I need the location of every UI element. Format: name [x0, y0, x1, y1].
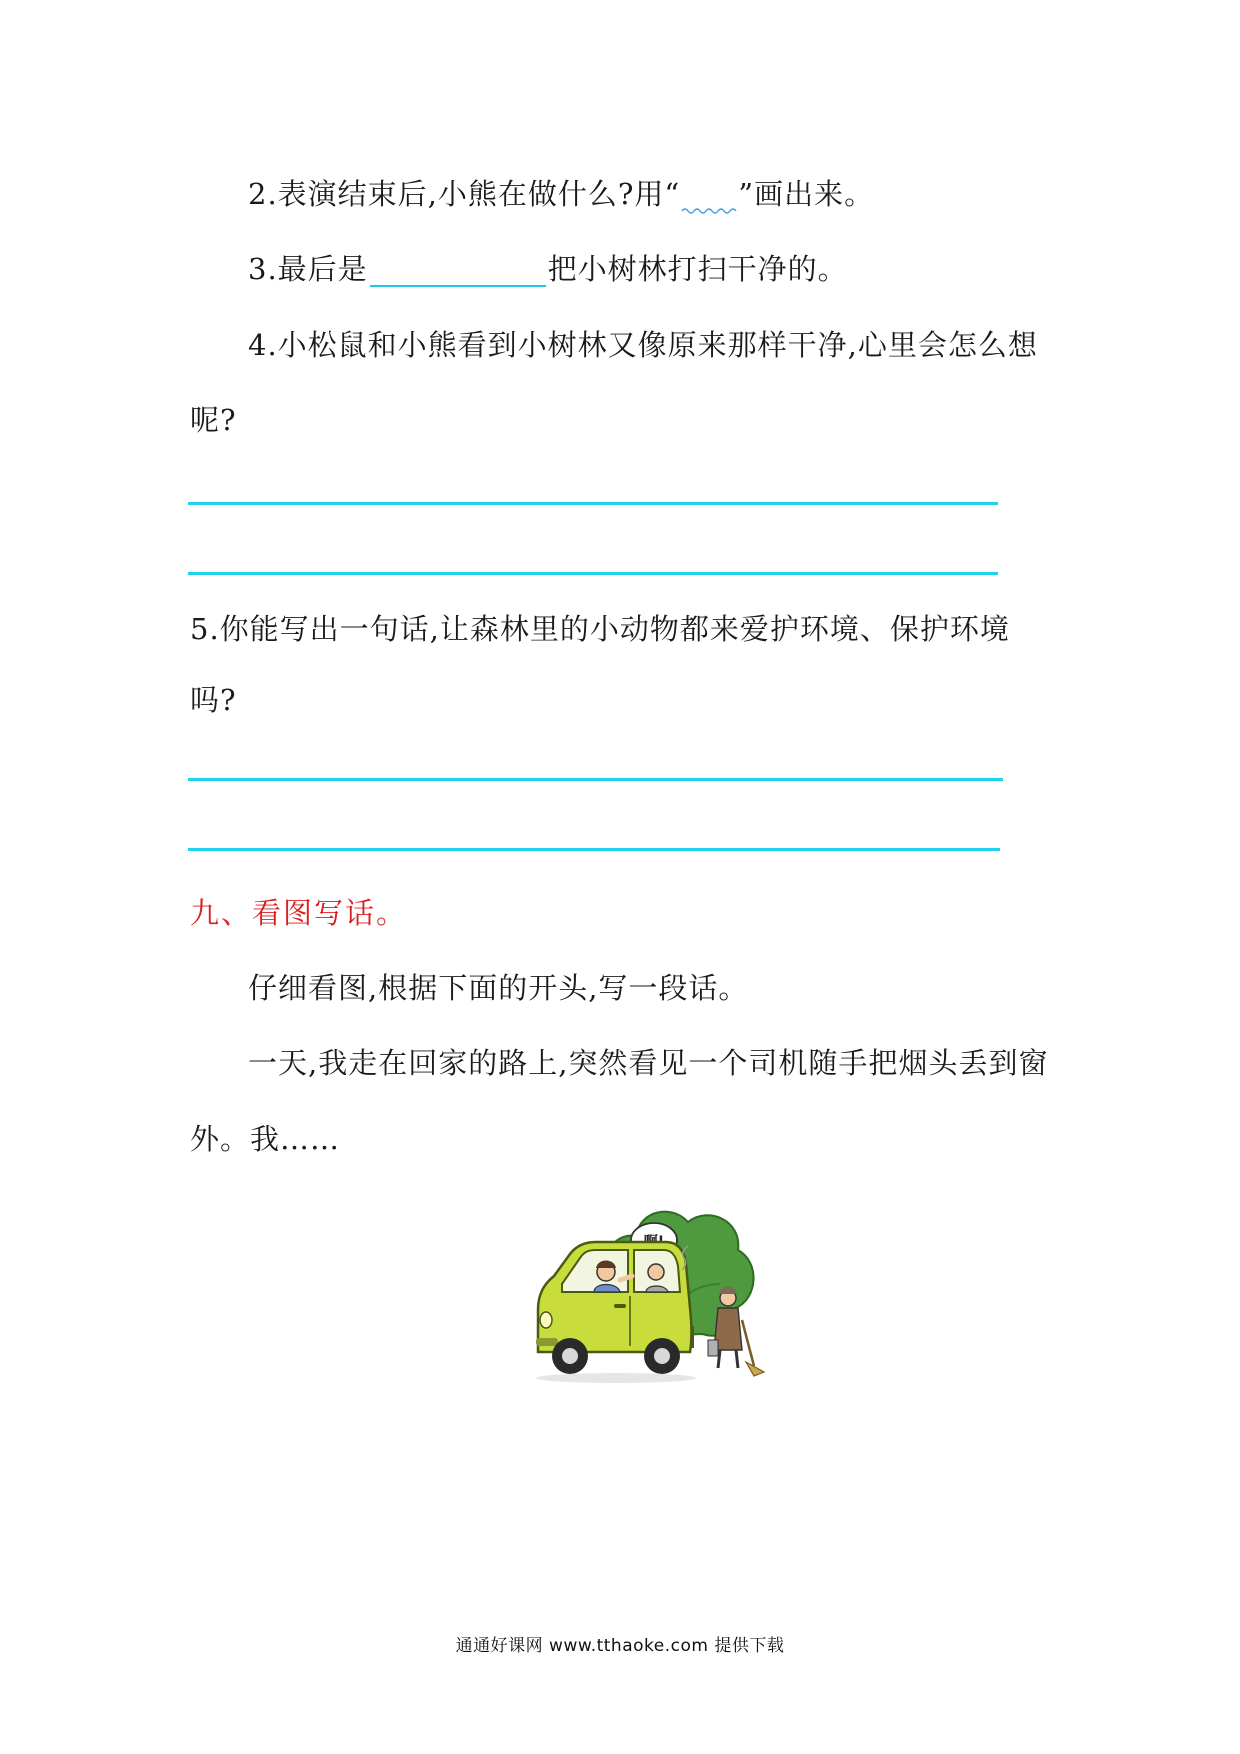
wavy-underline-sample — [680, 191, 738, 209]
car-litter-illustration — [532, 1180, 768, 1390]
question-5-line-2: 吗? — [190, 683, 237, 717]
question-4-line-1: 4.小松鼠和小熊看到小树林又像原来那样干净,心里会怎么想 — [248, 328, 1038, 362]
question-2 — [248, 176, 874, 212]
question-2-suffix: ”画出来。 — [738, 177, 875, 211]
question-3-suffix: 把小树林打扫干净的。 — [547, 252, 848, 286]
question-3-prefix: 3.最后是 — [248, 252, 368, 286]
question-4-answer-line-2[interactable] — [188, 572, 998, 575]
question-5-answer-line-2[interactable] — [188, 848, 1000, 851]
page-footer: 通通好课网 www.tthaoke.com 提供下载 — [455, 1636, 785, 1656]
question-2-prefix: 2.表演结束后,小熊在做什么?用“ — [248, 177, 681, 211]
section-9-title: 九、看图写话。 — [190, 896, 408, 930]
question-4-answer-line-1[interactable] — [188, 502, 998, 505]
question-3-answer-blank[interactable] — [370, 255, 546, 287]
section-9-prompt-line-2: 外。我…… — [190, 1122, 341, 1156]
question-5-answer-line-1[interactable] — [188, 778, 1003, 781]
question-4-line-2: 呢? — [190, 403, 237, 437]
section-9-instruction: 仔细看图,根据下面的开头,写一段话。 — [248, 971, 749, 1005]
section-9-prompt-line-1: 一天,我走在回家的路上,突然看见一个司机随手把烟头丢到窗 — [248, 1046, 1049, 1080]
question-5-line-1: 5.你能写出一句话,让森林里的小动物都来爱护环境、保护环境 — [190, 612, 1010, 646]
question-3 — [248, 251, 848, 287]
car-icon — [536, 1242, 692, 1352]
